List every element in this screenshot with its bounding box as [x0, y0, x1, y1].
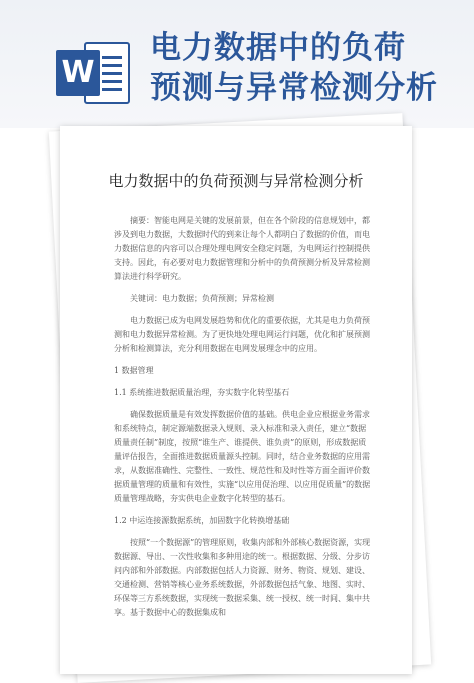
banner-title — [150, 28, 470, 108]
banner-title-line1: 电力数据中的负荷 — [150, 30, 406, 66]
microsoft-word-icon — [56, 38, 134, 108]
keywords-line: 关键词：电力数据；负荷预测；异常检测 — [130, 294, 274, 303]
intro-paragraph: 电力数据已成为电网发展趋势和优化的重要依据，尤其是电力负荷预测和电力数据异常检测。为了更快地处理电网运行问题，优化和扩展预测分析和检测算法，充分利用数据在电网发展理念中的应用。 — [114, 316, 370, 353]
section-heading-1: 1 数据管理 — [114, 366, 154, 375]
section-1-2-paragraph: 按照“一个数据源”的管理原则，收集内部和外部核心数据资源，实现数据源、导出、一次性收集和多种用途的统一。根据数据、分级、分步访问内部和外部数据。内部数据包括人力资源、财务、物资、规划、建设、交通检测、营销等核心业务系统数据，外部数据包括气象、地图、实时、环保等三方系统数据，实现统一数据采集、统一授权、统一时间、集中共享。基于数据中心的数据集成和 — [114, 538, 371, 617]
word-letter-badge: W — [56, 50, 100, 96]
document-title: 电力数据中的负荷预测与异常检测分析 — [108, 172, 364, 190]
section-heading-1-1: 1.1 系统推进数据质量治理，夯实数字化转型基石 — [114, 388, 290, 397]
document-body — [114, 214, 372, 628]
abstract-paragraph: 摘要：智能电网是关键的发展前景，但在各个阶段的信息规划中，都涉及到电力数据，大数据时代的到来让每个人都明白了数据的价值，而电力数据信息的内容可以合理处理电网安全稳定问题，为电网运行控制提供支持。因此，有必要对电力数据管理和分析中的负荷预测分析及异常检测算法进行科学研究。 — [114, 216, 370, 281]
section-heading-1-2: 1.2 中运连接源数据系统，加固数字化转换增基础 — [114, 516, 290, 525]
banner-title-line2: 预测与异常检测分析 — [150, 70, 438, 106]
section-1-1-paragraph: 确保数据质量是有效发挥数据价值的基础。供电企业应根据业务需求和系统特点，制定源端数据录入规则、录入标准和录入责任，建立“数据质量责任制”制度，按照“谁生产、谁提供、谁负责”的原则，形成数据质量评估报告，全面推进数据质量源头控制。同时，结合业务数据的应用需求，从数据准确性、完整性、一致性、规范性和及时性等方面全面评价数据质量管理的质量和有效性，实施“以应用促治理、以应用促质量”的数据质量管理战略，夯实供电企业数字化转型的基石。 — [114, 410, 371, 503]
document-page — [60, 126, 412, 674]
banner — [0, 0, 474, 128]
